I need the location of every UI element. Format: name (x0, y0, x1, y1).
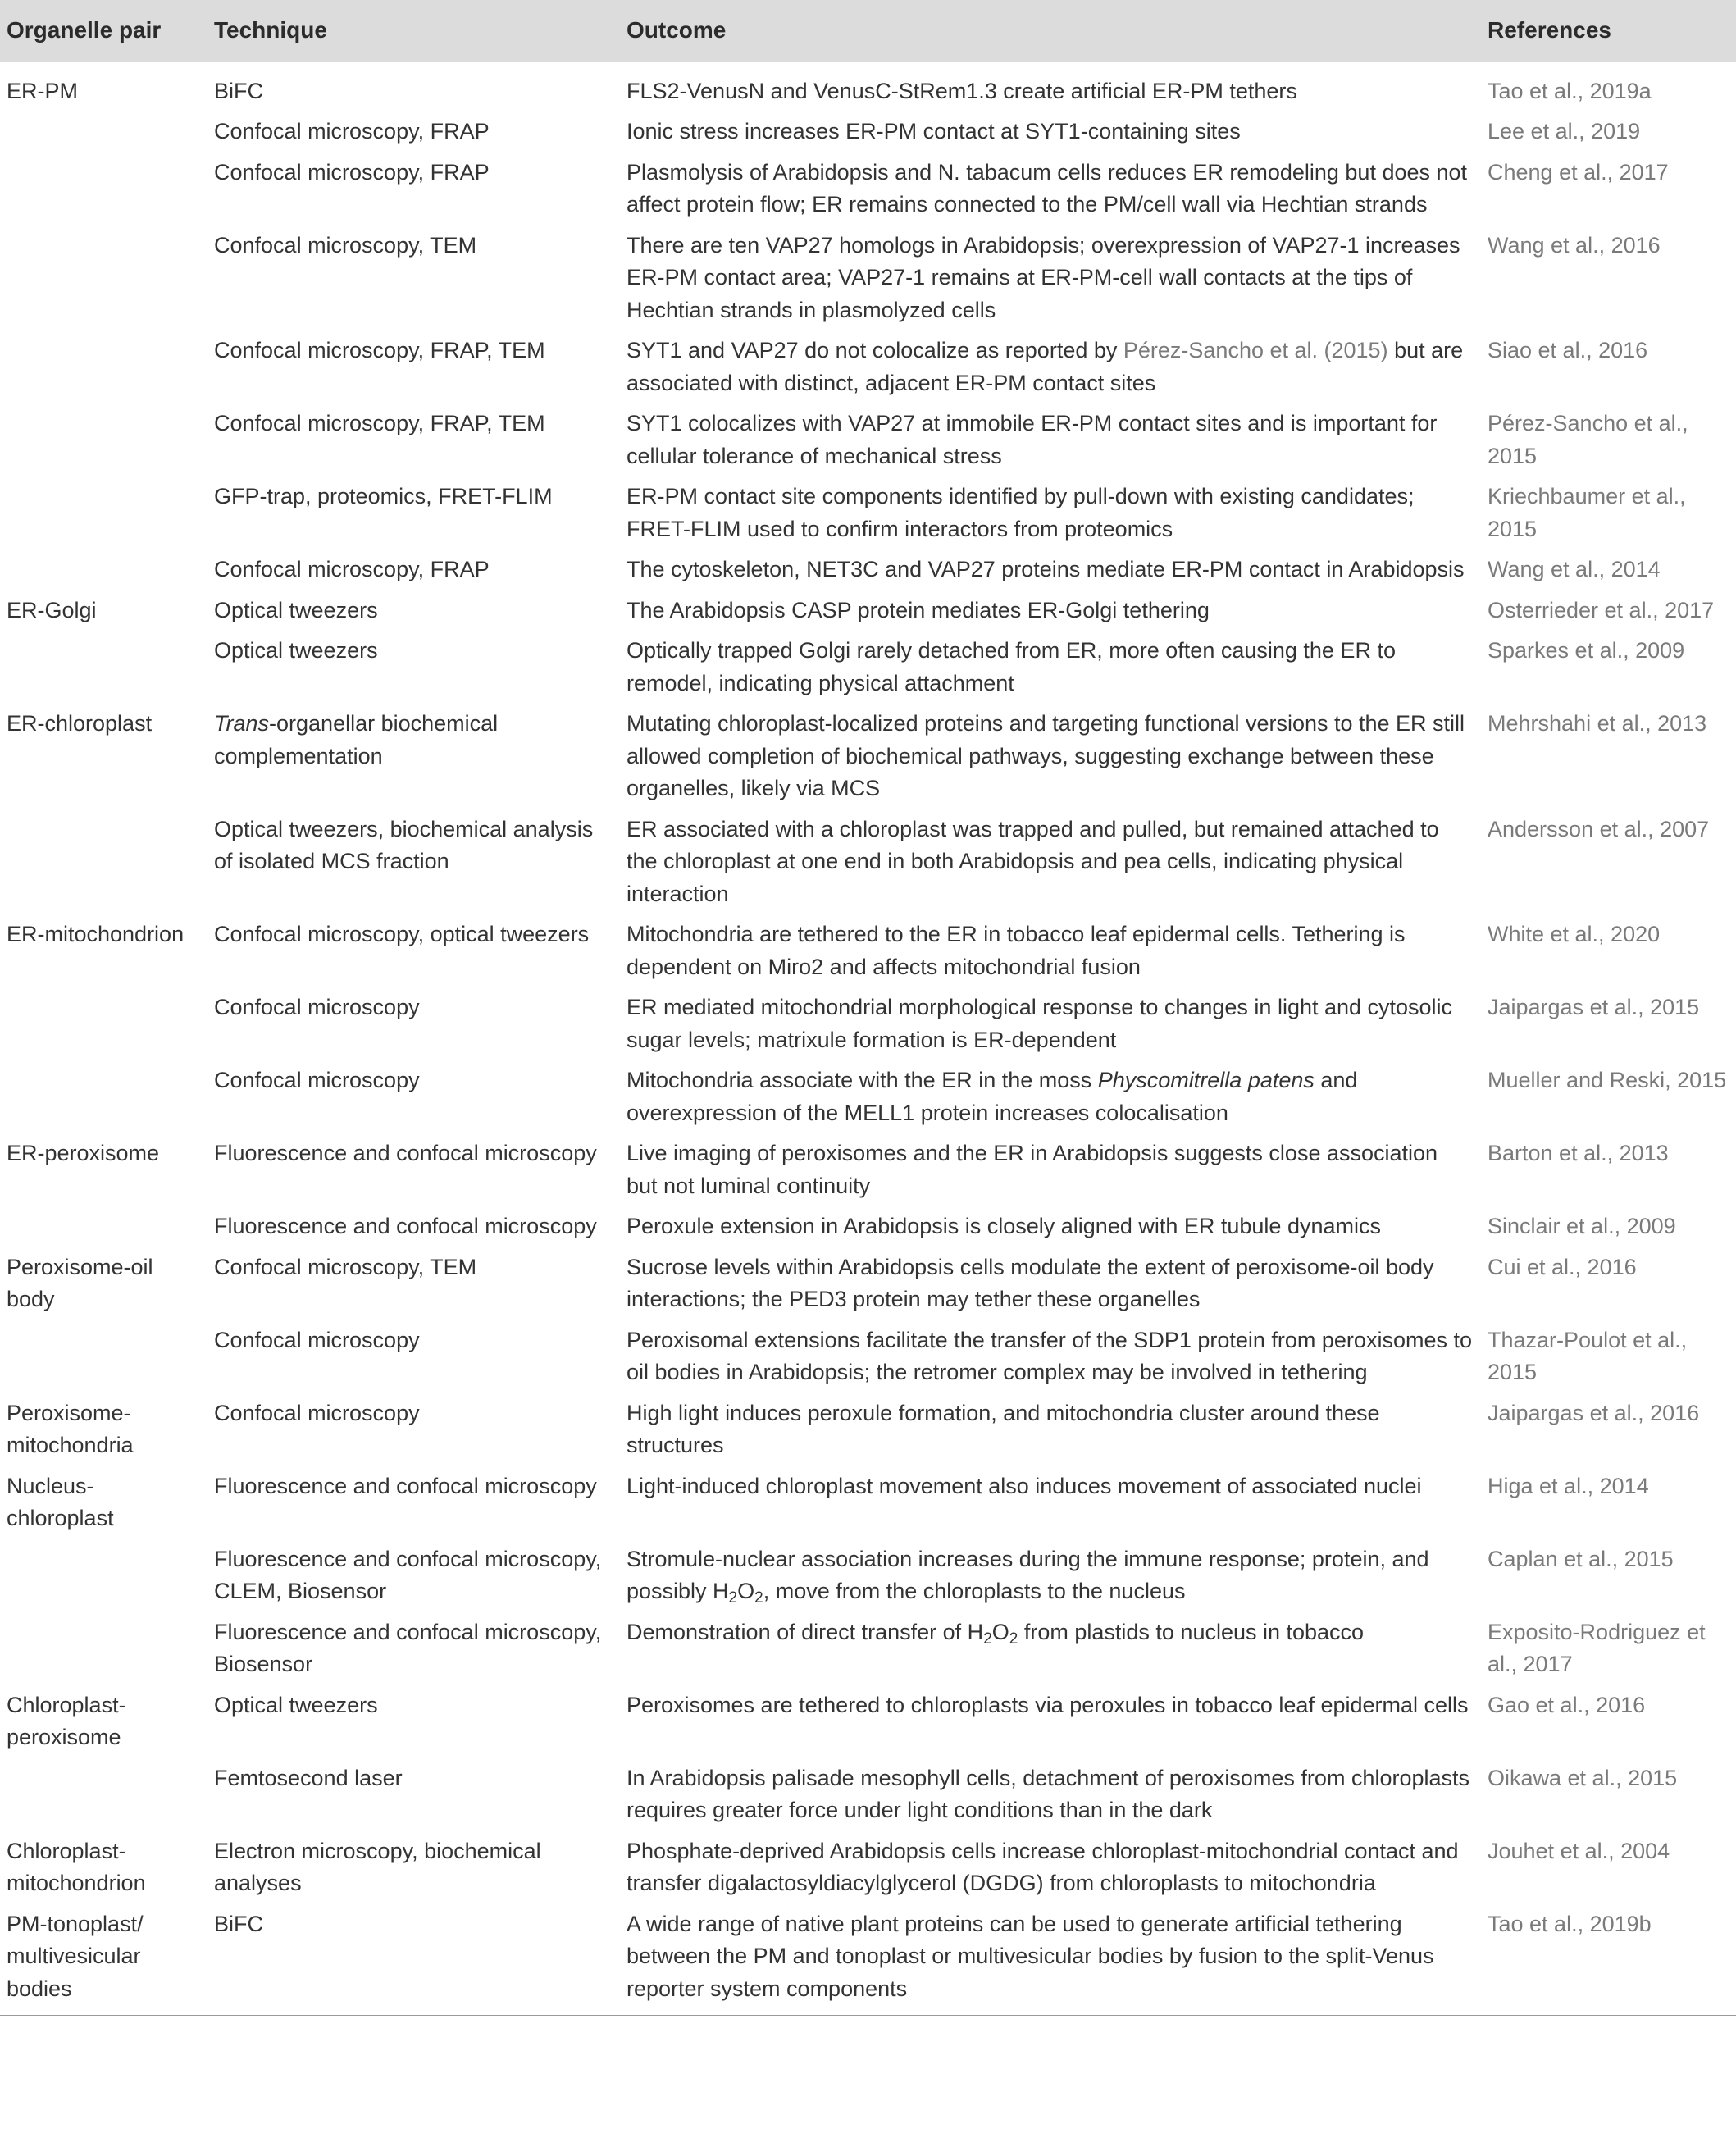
cell-reference: Caplan et al., 2015 (1488, 1546, 1674, 1571)
cell-reference: Sinclair et al., 2009 (1488, 1214, 1676, 1238)
cell-organelle-pair: ER-peroxisome (7, 1141, 160, 1165)
cell-technique: Confocal microscopy (214, 995, 420, 1019)
cell-technique: Optical tweezers (214, 1692, 378, 1717)
cell-organelle-pair (0, 225, 207, 331)
cell-technique: Fluorescence and confocal microscopy, Biosensor (214, 1619, 602, 1676)
cell-reference: Pérez-Sancho et al., 2015 (1488, 411, 1688, 468)
cell-reference: Andersson et al., 2007 (1488, 816, 1710, 841)
cell-technique: Fluorescence and confocal microscopy (214, 1214, 597, 1238)
cell-reference: Thazar-Poulot et al., 2015 (1488, 1327, 1688, 1384)
cell-outcome: SYT1 colocalizes with VAP27 at immobile ER-PM contact sites and is important for cellular tolerance of mechanical stress (627, 411, 1438, 468)
cell-reference: Jaipargas et al., 2016 (1488, 1400, 1700, 1425)
cell-technique: Optical tweezers, biochemical analysis of isolated MCS fraction (214, 816, 594, 873)
cell-technique: Confocal microscopy, FRAP, TEM (214, 338, 545, 362)
table-row (0, 549, 1736, 590)
table-row (0, 1757, 1736, 1830)
cell-outcome: ER associated with a chloroplast was trapped and pulled, but remained attached to the chloroplast at one end in both Arabidopsis and pea cells, indicating physical interaction (627, 816, 1439, 906)
cell-technique: Confocal microscopy (214, 1400, 420, 1425)
table-row (0, 590, 1736, 631)
outcome-text: O (737, 1579, 755, 1603)
cell-organelle-pair: Peroxisome-oil body (7, 1254, 153, 1311)
cell-outcome: Live imaging of peroxisomes and the ER in Arabidopsis suggests close association but not luminal continuity (627, 1141, 1438, 1198)
technique-text: -organellar biochemical complementation (214, 711, 499, 768)
table-row (0, 225, 1736, 331)
cell-outcome (620, 1060, 1481, 1133)
cell-reference: White et al., 2020 (1488, 922, 1661, 946)
outcome-text: Demonstration of direct transfer of H (627, 1619, 984, 1644)
cell-organelle-pair (0, 549, 207, 590)
cell-organelle-pair (0, 1611, 207, 1684)
cell-reference: Siao et al., 2016 (1488, 338, 1648, 362)
cell-organelle-pair (0, 152, 207, 225)
subscript: 2 (728, 1589, 738, 1607)
cell-outcome: ER-PM contact site components identified by pull-down with existing candidates; FRET-FLIM used to confirm interactors from proteomics (627, 484, 1415, 541)
cell-reference: Exposito-Rodriguez et al., 2017 (1488, 1619, 1706, 1676)
cell-organelle-pair: ER-mitochondrion (7, 922, 185, 946)
cell-outcome: Light-induced chloroplast movement also induces movement of associated nuclei (627, 1473, 1422, 1498)
cell-outcome: In Arabidopsis palisade mesophyll cells, detachment of peroxisomes from chloroplasts requires greater force under light conditions than in the dark (627, 1765, 1470, 1822)
outcome-text: O (991, 1619, 1009, 1644)
table-header (0, 0, 1736, 62)
cell-outcome: Optically trapped Golgi rarely detached from ER, more often causing the ER to remodel, indicating physical attachment (627, 638, 1396, 695)
table-row (0, 1903, 1736, 2016)
cell-outcome (620, 1539, 1481, 1611)
cell-outcome: ER mediated mitochondrial morphological response to changes in light and cytosolic sugar levels; matrixule formation is ER-dependent (627, 995, 1453, 1052)
cell-reference: Wang et al., 2016 (1488, 232, 1661, 258)
table-row (0, 1830, 1736, 1903)
cell-outcome: Ionic stress increases ER-PM contact at SYT1-containing sites (627, 119, 1241, 144)
cell-organelle-pair (0, 111, 207, 152)
table-row (0, 1393, 1736, 1466)
table-row (0, 1320, 1736, 1393)
cell-reference: Barton et al., 2013 (1488, 1141, 1669, 1165)
cell-outcome: Mutating chloroplast-localized proteins and targeting functional versions to the ER still allowed completion of biochemical pathways, suggesting exchange between these organelles, likely via MCS (627, 711, 1465, 800)
cell-reference: Higa et al., 2014 (1488, 1473, 1649, 1498)
cell-reference: Lee et al., 2019 (1488, 119, 1641, 144)
cell-technique: Confocal microscopy, FRAP, TEM (214, 411, 545, 435)
cell-outcome: Peroxisomes are tethered to chloroplasts via peroxules in tobacco leaf epidermal cells (627, 1692, 1469, 1717)
header-row (0, 0, 1736, 62)
cell-organelle-pair (0, 1757, 207, 1830)
table-row (0, 809, 1736, 914)
cell-reference: Oikawa et al., 2015 (1488, 1765, 1678, 1790)
cell-organelle-pair: Chloroplast-peroxisome (7, 1692, 126, 1749)
cell-organelle-pair (0, 630, 207, 703)
table-row (0, 703, 1736, 809)
table-row (0, 1539, 1736, 1611)
cell-technique: Fluorescence and confocal microscopy (214, 1473, 597, 1498)
cell-reference: Wang et al., 2014 (1488, 557, 1661, 581)
cell-organelle-pair (0, 1206, 207, 1247)
cell-technique: Confocal microscopy, TEM (214, 1254, 477, 1279)
cell-reference: Mueller and Reski, 2015 (1488, 1068, 1727, 1092)
citation-link[interactable]: Pérez-Sancho et al. (2015) (1123, 338, 1388, 362)
table-row (0, 330, 1736, 403)
table-row (0, 152, 1736, 225)
cell-organelle-pair: Peroxisome-mitochondria (7, 1400, 134, 1457)
outcome-text: but are associated with distinct, adjacent ER-PM contact sites (627, 338, 1464, 395)
cell-organelle-pair (0, 1320, 207, 1393)
cell-reference: Kriechbaumer et al., 2015 (1488, 484, 1686, 541)
species-name: Physcomitrella patens (1097, 1068, 1315, 1092)
table-row (0, 62, 1736, 111)
cell-organelle-pair (0, 809, 207, 914)
table-row (0, 403, 1736, 476)
header-references: References (1481, 0, 1736, 62)
table-row (0, 1247, 1736, 1320)
outcome-text: from plastids to nucleus in tobacco (1018, 1619, 1365, 1644)
cell-technique: Confocal microscopy, optical tweezers (214, 922, 590, 946)
cell-organelle-pair: ER-PM (7, 78, 78, 103)
cell-outcome: Sucrose levels within Arabidopsis cells modulate the extent of peroxisome-oil body interactions; the PED3 protein may tether these organelles (627, 1254, 1434, 1311)
cell-reference: Cheng et al., 2017 (1488, 159, 1669, 185)
cell-reference: Jouhet et al., 2004 (1488, 1838, 1670, 1863)
cell-reference: Sparkes et al., 2009 (1488, 638, 1685, 663)
cell-reference: Mehrshahi et al., 2013 (1488, 711, 1707, 736)
table-row (0, 1206, 1736, 1247)
outcome-text: Mitochondria associate with the ER in the moss (627, 1068, 1098, 1092)
cell-outcome: The Arabidopsis CASP protein mediates ER-Golgi tethering (627, 597, 1210, 622)
cell-outcome: High light induces peroxule formation, and mitochondria cluster around these structures (627, 1400, 1380, 1457)
cell-reference: Osterrieder et al., 2017 (1488, 597, 1715, 622)
cell-technique (207, 703, 620, 809)
cell-outcome: Peroxule extension in Arabidopsis is closely aligned with ER tubule dynamics (627, 1214, 1381, 1238)
cell-outcome: A wide range of native plant proteins can be used to generate artificial tethering between the PM and tonoplast or multivesicular bodies by fusion to the split-Venus reporter system components (620, 1903, 1481, 2016)
cell-organelle-pair: PM-tonoplast/ multivesicular bodies (0, 1903, 207, 2016)
outcome-text: , move from the chloroplasts to the nucleus (763, 1579, 1186, 1603)
cell-technique: GFP-trap, proteomics, FRET-FLIM (214, 484, 553, 508)
table-row (0, 987, 1736, 1060)
cell-organelle-pair (0, 476, 207, 549)
cell-technique: Electron microscopy, biochemical analyses (214, 1838, 541, 1895)
cell-organelle-pair (0, 330, 207, 403)
table-row (0, 1060, 1736, 1133)
outcome-text: Stromule-nuclear association increases during the immune response; protein, and possibly H (627, 1546, 1429, 1603)
header-organelle-pair: Organelle pair (0, 0, 207, 62)
subscript: 2 (1009, 1630, 1018, 1648)
outcome-text: SYT1 and VAP27 do not colocalize as reported by (627, 338, 1123, 362)
cell-technique: Confocal microscopy, FRAP (214, 119, 490, 144)
cell-outcome: Mitochondria are tethered to the ER in tobacco leaf epidermal cells. Tethering is dependent on Miro2 and affects mitochondrial fusion (627, 922, 1406, 979)
header-outcome: Outcome (620, 0, 1481, 62)
cell-technique: Confocal microscopy, FRAP (214, 159, 490, 185)
table-row (0, 1684, 1736, 1757)
cell-technique: Fluorescence and confocal microscopy (214, 1141, 597, 1165)
cell-organelle-pair (0, 1060, 207, 1133)
table-row (0, 111, 1736, 152)
cell-technique: Optical tweezers (214, 597, 378, 622)
cell-reference: Tao et al., 2019a (1488, 78, 1652, 103)
table-body (0, 62, 1736, 2016)
cell-technique: Confocal microscopy (214, 1327, 420, 1352)
cell-organelle-pair (0, 403, 207, 476)
table-row (0, 630, 1736, 703)
cell-technique: Optical tweezers (214, 638, 378, 663)
cell-outcome (620, 330, 1481, 403)
cell-outcome: The cytoskeleton, NET3C and VAP27 proteins mediate ER-PM contact in Arabidopsis (627, 557, 1465, 581)
cell-reference: Gao et al., 2016 (1488, 1692, 1646, 1717)
cell-technique: Fluorescence and confocal microscopy, CLEM, Biosensor (214, 1546, 602, 1603)
outcome-text: and overexpression of the MELL1 protein increases colocalisation (627, 1068, 1358, 1125)
cell-outcome: Plasmolysis of Arabidopsis and N. tabacum cells reduces ER remodeling but does not affect protein flow; ER remains connected to the PM/cell wall via Hechtian strands (627, 159, 1468, 217)
subscript: 2 (983, 1630, 992, 1648)
cell-technique: Confocal microscopy (214, 1068, 420, 1092)
cell-outcome: FLS2-VenusN and VenusC-StRem1.3 create artificial ER-PM tethers (627, 78, 1297, 103)
cell-organelle-pair: ER-Golgi (7, 597, 97, 622)
cell-outcome: Phosphate-deprived Arabidopsis cells increase chloroplast-mitochondrial contact and transfer digalactosyldiacylglycerol (DGDG) from chloroplasts to mitochondria (627, 1838, 1459, 1895)
cell-technique: Confocal microscopy, FRAP (214, 557, 490, 581)
cell-organelle-pair (0, 1539, 207, 1611)
cell-outcome: There are ten VAP27 homologs in Arabidopsis; overexpression of VAP27-1 increases ER-PM contact area; VAP27-1 remains at ER-PM-cell wall contacts at the tips of Hechtian strands in plasmolyzed cells (627, 232, 1460, 322)
cell-reference: Tao et al., 2019b (1481, 1903, 1736, 2016)
table-row (0, 1611, 1736, 1684)
cell-technique: BiFC (214, 78, 263, 103)
table-row (0, 914, 1736, 987)
cell-reference: Cui et al., 2016 (1488, 1254, 1637, 1279)
cell-outcome (620, 1611, 1481, 1684)
cell-organelle-pair: Nucleus-chloroplast (7, 1473, 114, 1530)
cell-technique: Femtosecond laser (214, 1765, 403, 1790)
cell-reference: Jaipargas et al., 2015 (1488, 995, 1700, 1019)
table-row (0, 1133, 1736, 1206)
cell-technique: BiFC (207, 1903, 620, 2016)
cell-organelle-pair (0, 987, 207, 1060)
header-technique: Technique (207, 0, 620, 62)
cell-outcome: Peroxisomal extensions facilitate the transfer of the SDP1 protein from peroxisomes to oil bodies in Arabidopsis; the retromer complex may be involved in tethering (627, 1327, 1472, 1384)
table-row (0, 1466, 1736, 1539)
cell-technique: Confocal microscopy, TEM (214, 232, 477, 258)
cell-organelle-pair: ER-chloroplast (7, 711, 153, 736)
cell-organelle-pair: Chloroplast-mitochondrion (7, 1838, 146, 1895)
technique-italic: Trans (214, 711, 270, 736)
table-row (0, 476, 1736, 549)
subscript: 2 (754, 1589, 763, 1607)
